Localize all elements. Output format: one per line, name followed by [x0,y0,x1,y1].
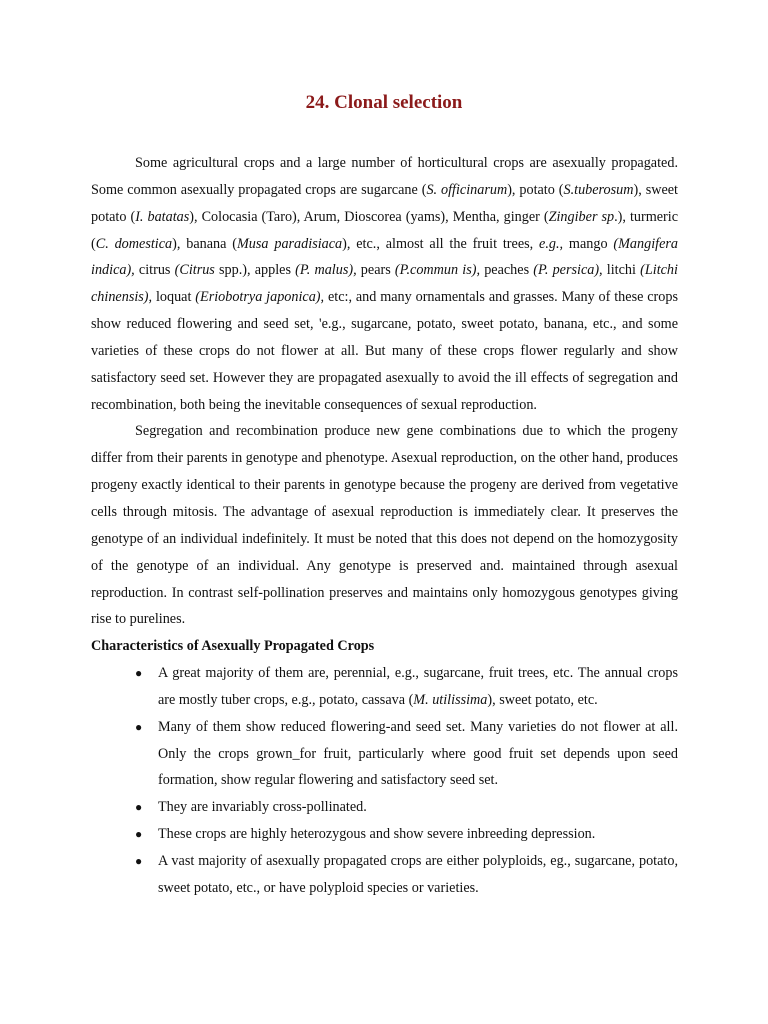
species-name: (Citrus [174,262,215,279]
list-item: ● Many of them show reduced flowering-and seed set. Many varieties do not flower at all. Only the crops grown_for fruit, particularly where good fruit set depends upon seed formation, show regular flowering and satisfactory seed set. [158,714,678,795]
species-name: (Litchi chinensis), [91,262,678,306]
species-name: (Eriobotrya japonica), [195,289,325,306]
bullet-icon: ● [135,853,143,868]
characteristics-list [91,660,678,902]
list-item: ● A vast majority of asexually propagated crops are either polyploids, eg., sugarcane, potato, sweet potato, etc., or have polyploid species or varieties. [158,848,678,902]
species-name: S. officinarum [426,181,508,198]
bullet-icon: ● [135,666,143,681]
species-name: (Mangifera indica), [91,235,678,279]
paragraph-intro: Some agricultural crops and a large number of horticultural crops are asexually propagated. Some common asexually propagated crops are sugarcane (S. officinarum), potato (S.tuberosum), sweet potato (I. batatas), Colocasia (Taro), Arum, Dioscorea (yams), Mentha, ginger (Zingiber sp.), turmeric (C. domestica), banana (Musa paradisiaca), etc., almost all the fruit trees, e.g., mango (Mangifera indica), citrus (Citrus spp.), apples (P. malus), pears (P.commun is), peaches (P. persica), litchi (Litchi chinensis), loquat (Eriobotrya japonica), etc:, and many ornamentals and grasses. Many of these crops show reduced flowering and seed set, 'e.g., sugarcane, potato, sweet potato, banana, etc., and some varieties of these crops do not flower at all. But many of these crops flower regularly and show satisfactory seed set. However they are propagated asexually to avoid the ill effects of segregation and recombination, both being the inevitable consequences of sexual reproduction. [91,155,678,413]
species-name: M. utilissima [413,691,488,708]
list-item: ● They are invariably cross-pollinated. [158,794,678,821]
species-name: (P.commun is), [394,262,481,279]
species-name: (P. persica), [533,262,603,279]
italic-text: e.g., [539,235,564,252]
species-name: (P. malus), [295,262,357,279]
list-item: ● A great majority of them are, perennial, e.g., sugarcane, fruit trees, etc. The annual crops are mostly tuber crops, e.g., potato, cassava (M. utilissima), sweet potato, etc. [158,660,678,714]
species-name: Zingiber sp [548,208,615,225]
bullet-icon: ● [135,827,143,842]
paragraph-segregation: Segregation and recombination produce new gene combinations due to which the progeny differ from their parents in genotype and phenotype. Asexual reproduction, on the other hand, produces progeny exactly identical to their parents in genotype because the progeny are derived from vegetative cells through mitosis. The advantage of asexual reproduction is immediately clear. It preserves the genotype of an individual indefinitely. It must be noted that this does not depend on the homozygosity of the genotype of an individual. Any genotype is preserved and. maintained through asexual reproduction. In contrast self-pollination preserves and maintains only homozygous genotypes giving rise to purelines. [91,423,678,628]
document-body [91,150,678,902]
species-name: C. domestica [95,235,173,252]
species-name: Musa paradisiaca [236,235,343,252]
page-title: 24. Clonal selection [305,92,463,113]
bullet-icon: ● [135,800,143,815]
species-name: I. batatas [135,208,190,225]
list-item: ● These crops are highly heterozygous and show severe inbreeding depression. [158,821,678,848]
bullet-icon: ● [135,719,143,734]
section-heading: Characteristics of Asexually Propagated Crops [91,638,375,655]
species-name: S.tuberosum [563,181,634,198]
